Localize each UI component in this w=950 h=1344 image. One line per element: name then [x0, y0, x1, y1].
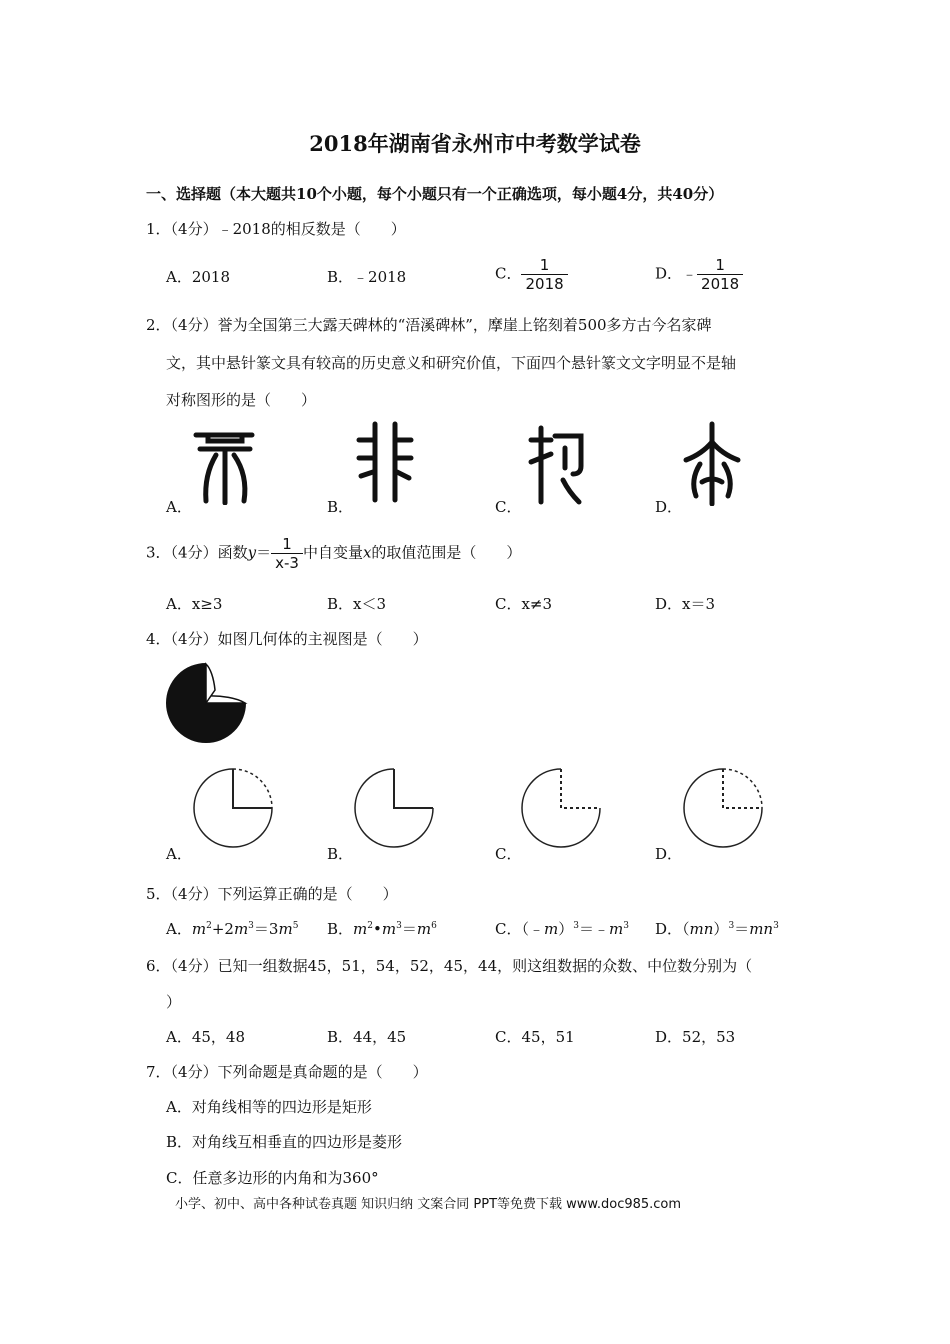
q1-option-a: A．2018	[166, 268, 231, 286]
q4-option-c-view	[520, 767, 602, 849]
q3-option-b: B．x＜3	[327, 595, 387, 613]
fraction-numerator: 1	[282, 535, 292, 553]
q3-mid: 中自变量	[302, 543, 363, 562]
question-6-line-1: 6．（4分）已知一组数据45，51，54，52，45，44，则这组数据的众数、中位数分别为（	[146, 957, 753, 975]
question-2-line-1: 2．（4分）誉为全国第三大露天碑林的“浯溪碑林”，摩崖上铭刻着500多方古今名家碑	[146, 316, 712, 334]
q1-c-prefix: C．	[495, 264, 522, 283]
fraction-denominator: 2018	[521, 274, 567, 293]
q3-suffix: 的取值范围是（ ）	[371, 543, 522, 562]
question-4-stem: 4．（4分）如图几何体的主视图是（ ）	[146, 630, 428, 648]
q3-option-a: A．x≥3	[166, 595, 223, 613]
seal-script-character-d-image	[682, 420, 742, 506]
q3-fraction	[271, 535, 303, 572]
section-heading: 一、选择题（本大题共10个小题，每个小题只有一个正确选项，每小题4分，共40分）	[146, 185, 724, 203]
q2-option-c: C．	[495, 498, 522, 516]
q1-option-c	[495, 256, 568, 293]
fraction-denominator: 2018	[697, 274, 743, 293]
question-5-stem: 5．（4分）下列运算正确的是（ ）	[146, 885, 398, 903]
q1-d-prefix: D．﹣	[655, 264, 698, 283]
question-3-stem	[146, 535, 521, 572]
q5-option-c: C．$(﹣m)^3=﹣m^3$	[495, 920, 629, 938]
question-2-line-3: 对称图形的是（ ）	[166, 391, 317, 409]
q3-option-c: C．x≠3	[495, 595, 553, 613]
q7-option-c: C．任意多边形的内角和为360°	[166, 1169, 379, 1187]
footer-watermark-text: 小学、初中、高中各种试卷真题 知识归纳 文案合同 PPT等免费下载 www.doc985.com	[175, 1197, 682, 1212]
page-title: 2018年湖南省永州市中考数学试卷	[309, 131, 641, 156]
q2-option-d: D．	[655, 498, 683, 516]
q3-equals: ＝	[256, 543, 272, 562]
q2-option-a: A．	[166, 498, 192, 516]
fraction-denominator: x-3	[271, 553, 303, 572]
q5-option-a: A．$m^2+2m^3=3m^5$	[166, 920, 299, 938]
q5-option-b: B．$m^2•m^3=m^6$	[327, 920, 437, 938]
q1-c-fraction	[521, 256, 567, 293]
q1-option-d	[655, 256, 743, 293]
question-6-line-2: ）	[166, 993, 182, 1011]
q4-option-a: A．	[166, 845, 192, 863]
fraction-numerator: 1	[715, 256, 725, 274]
q7-option-a: A．对角线相等的四边形是矩形	[166, 1098, 372, 1116]
q6-option-b: B．44，45	[327, 1028, 407, 1046]
q4-option-d: D．	[655, 845, 683, 863]
question-2-line-2: 文，其中悬针篆文具有较高的历史意义和研究价值，下面四个悬针篆文文字明显不是轴	[166, 354, 737, 372]
seal-script-character-c-image	[525, 422, 590, 506]
q5-option-d: D．$(mn)^3=mn^3$	[655, 920, 779, 938]
q4-option-b: B．	[327, 845, 354, 863]
q2-option-b: B．	[327, 498, 354, 516]
q3-var-x: x	[362, 543, 372, 562]
q3-var-y: y	[247, 543, 257, 562]
q4-option-d-view	[682, 767, 764, 849]
q1-option-b: B．﹣2018	[327, 268, 407, 286]
q3-prefix: 3．（4分）函数	[146, 543, 248, 562]
q4-option-a-view	[192, 767, 274, 849]
q4-option-b-view	[353, 767, 435, 849]
solid-geometry-figure	[163, 660, 249, 746]
q6-option-a: A．45，48	[166, 1028, 246, 1046]
q4-option-c: C．	[495, 845, 522, 863]
q6-option-d: D．52，53	[655, 1028, 736, 1046]
fraction-numerator: 1	[539, 256, 550, 274]
question-1-stem: 1．（4分）﹣2018的相反数是（ ）	[146, 220, 406, 238]
q7-option-b: B．对角线互相垂直的四边形是菱形	[166, 1133, 403, 1151]
question-7-stem: 7．（4分）下列命题是真命题的是（ ）	[146, 1063, 428, 1081]
seal-script-character-b-image	[355, 420, 415, 504]
q3-option-d: D．x＝3	[655, 595, 716, 613]
q1-d-fraction	[697, 256, 743, 293]
seal-script-character-a-image	[190, 425, 260, 505]
q6-option-c: C．45，51	[495, 1028, 575, 1046]
